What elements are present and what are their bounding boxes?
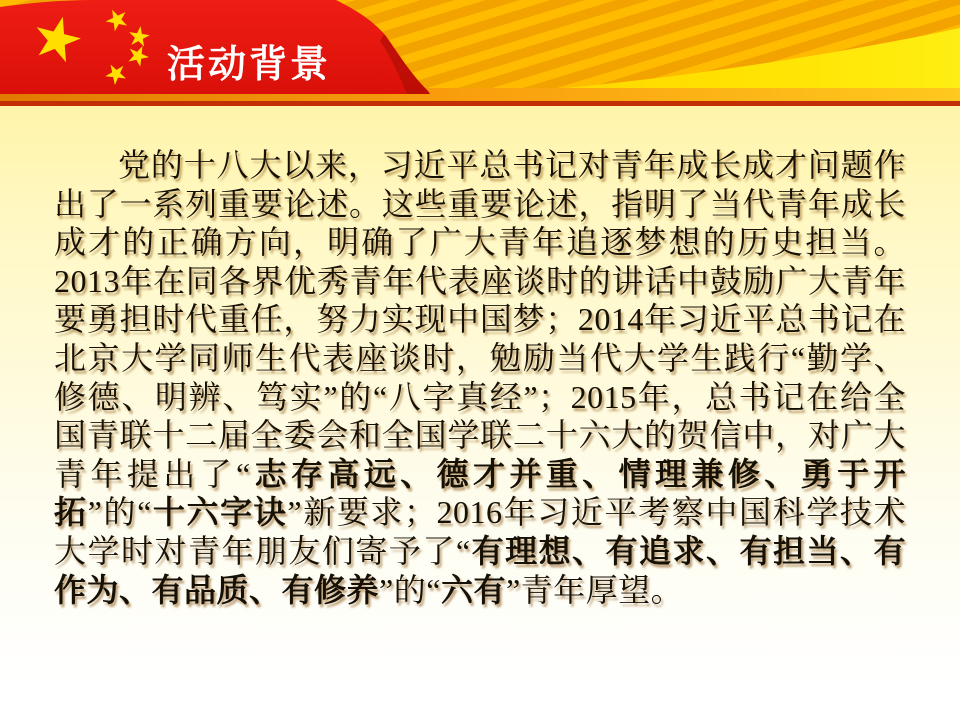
paragraph-text: ”新要求；2016年习近平考察中国科学技术大学时对青年朋友们寄予了“ [54,494,906,569]
slide-header [0,0,960,106]
emphasized-text: 六有 [440,571,506,608]
header-divider [0,101,960,106]
body-paragraph [54,146,906,609]
emphasized-text: 有理想、有追求、有担当、有作为、有品质、有修养 [54,532,906,608]
page-title: 活动背景 [167,44,332,86]
emphasized-text: 志存高远、德才并重、情理兼修、勇于开拓 [54,455,906,531]
paragraph-text: ”青年厚望。 [505,571,684,608]
paragraph-text: ”的“ [379,571,441,608]
paragraph-text: 党的十八大以来，习近平总书记对青年成长成才问题作出了一系列重要论述。这些重要论述，指明了当代青年成长成才的正确方向，明确了广大青年追逐梦想的历史担当。2013年在同各界优秀青年代表座谈时的讲话中鼓励广大青年要勇担时代重任，努力实现中国梦；2014年习近平总书记在北京大学同师生代表座谈时，勉励当代大学生践行“勤学、修德、明辨、笃实”的“八字真经”；2015年，总书记在给全国青联十二届全委会和全国学联二十六大的贺信中，对广大青年提出了“ [54,147,906,492]
emphasized-text: 十六字诀 [151,494,288,531]
header-decoration [0,0,960,106]
paragraph-text: ”的“ [87,494,152,531]
